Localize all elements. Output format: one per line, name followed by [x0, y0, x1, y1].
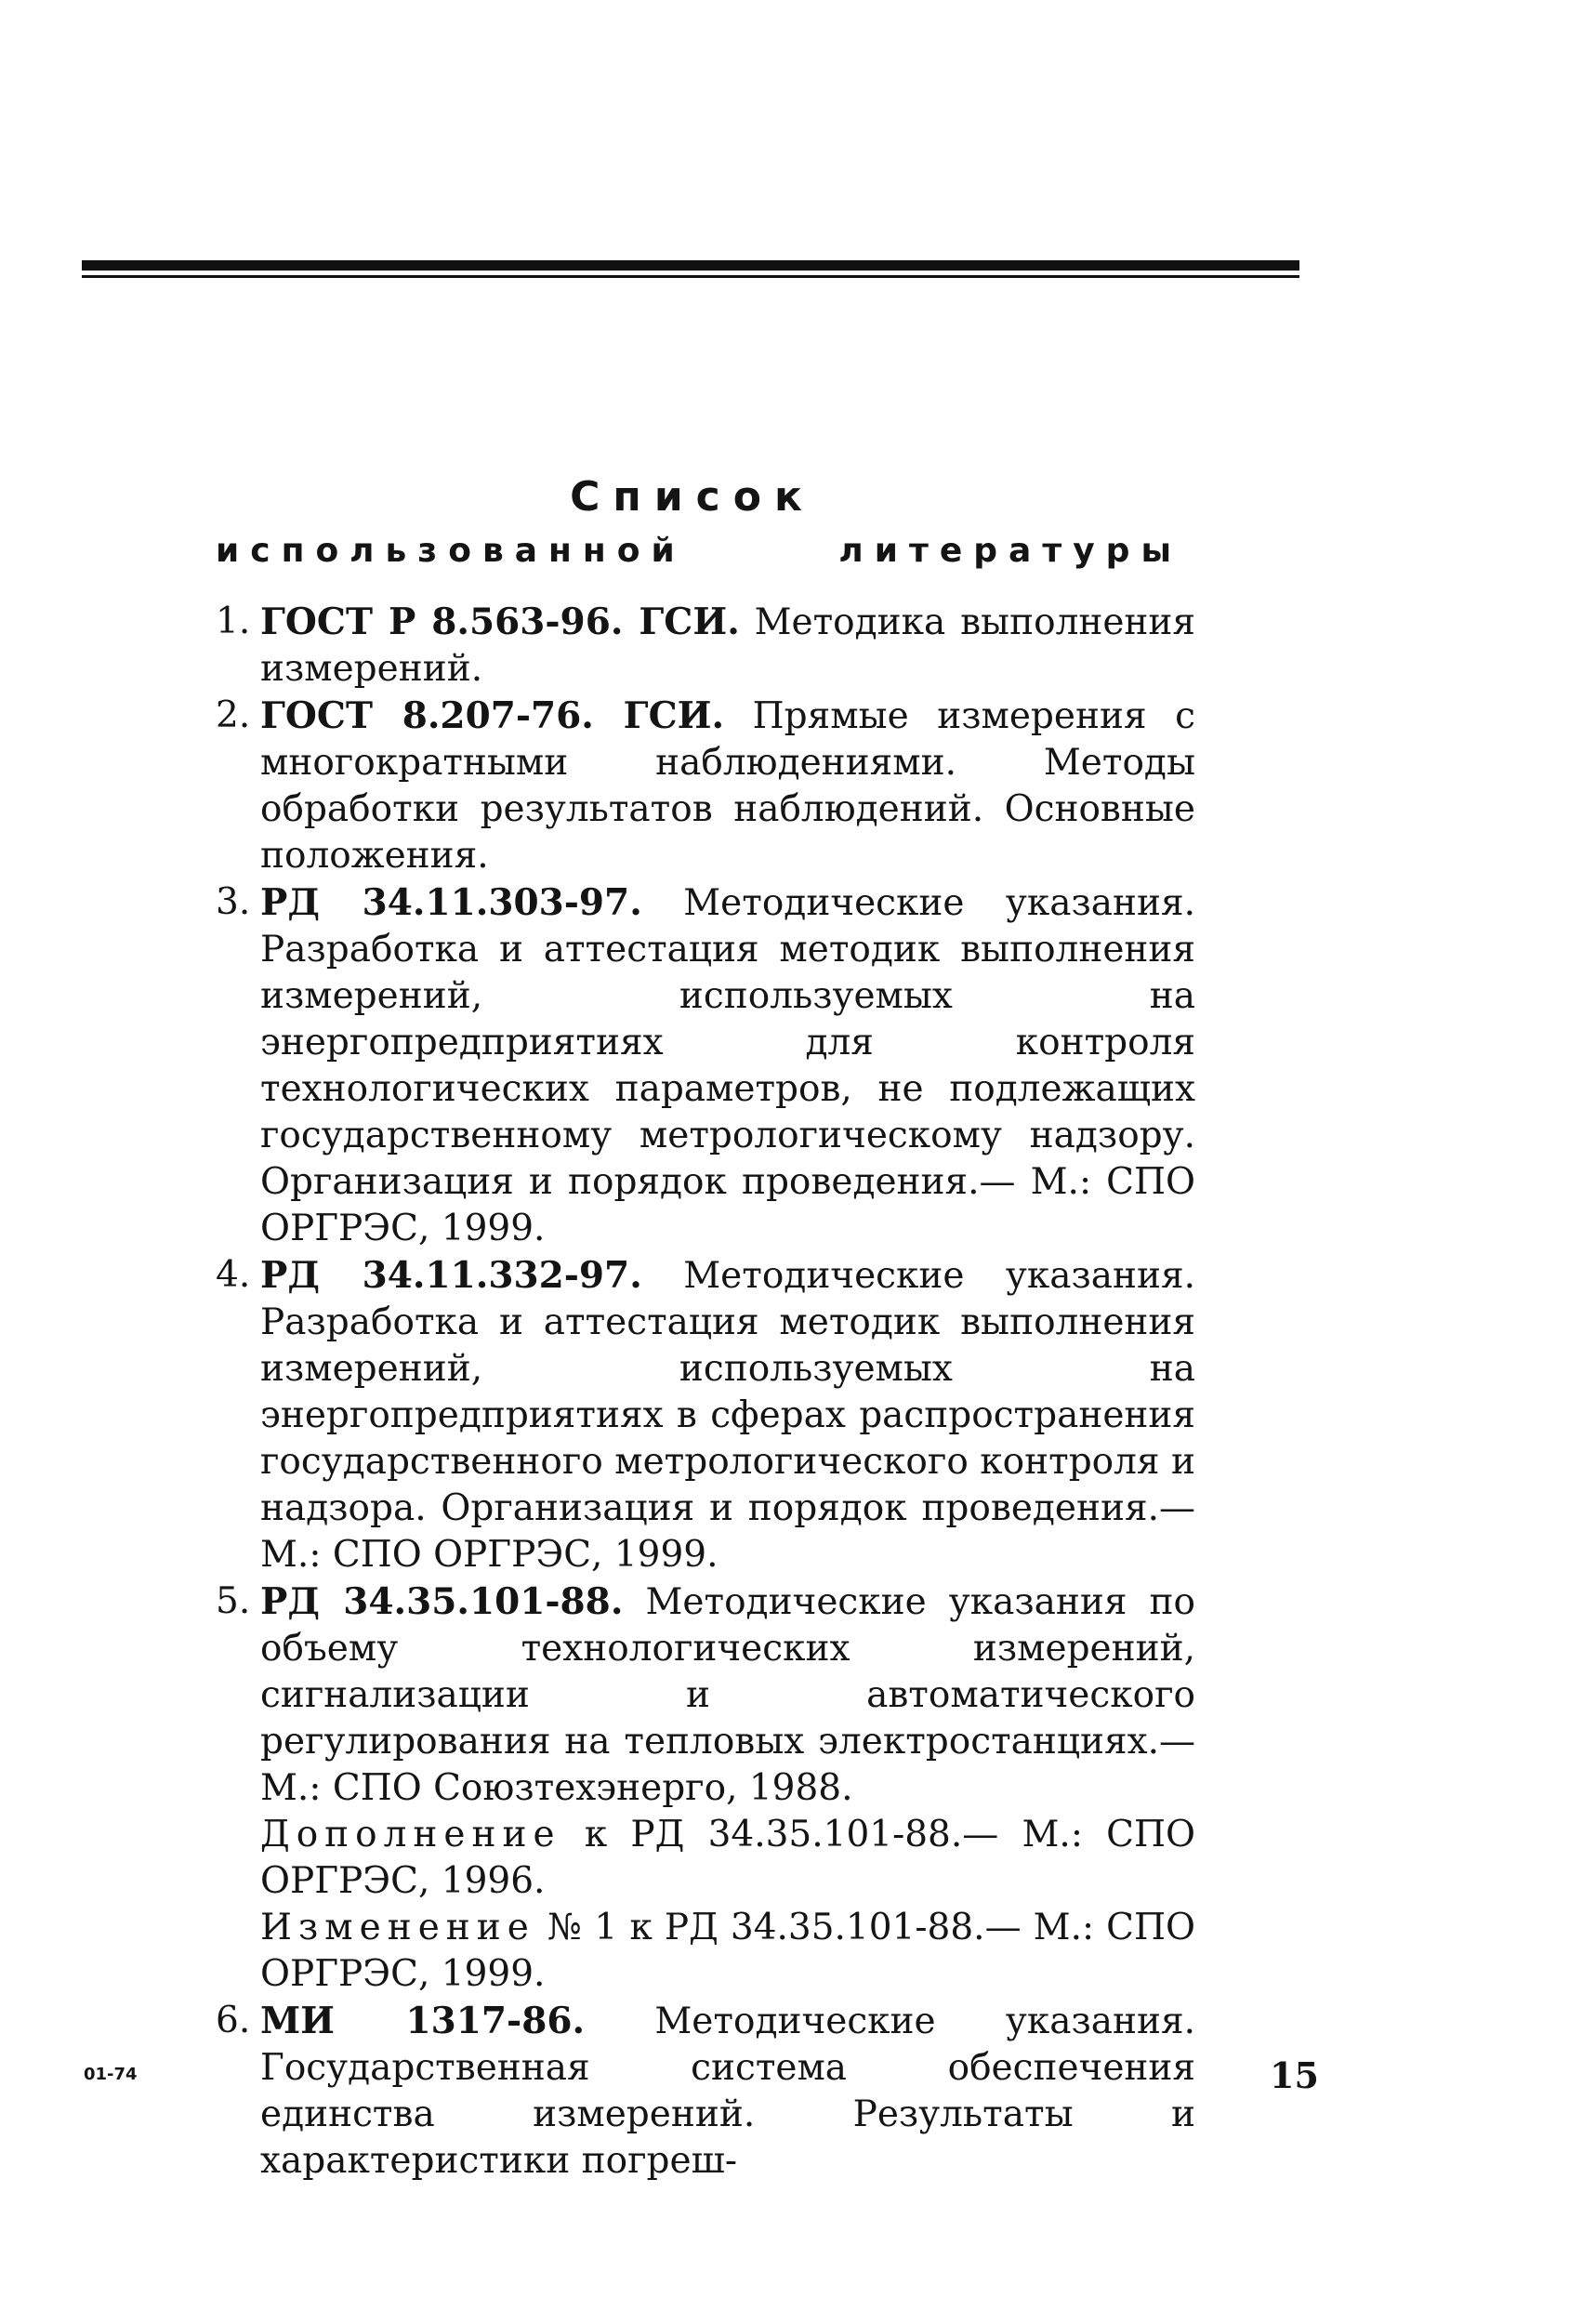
reference-number: 4.: [216, 1254, 251, 1296]
reference-code: РД 34.11.303-97.: [260, 881, 642, 924]
reference-code: МИ 1317-86.: [260, 2000, 586, 2042]
amendment-label: Изменение: [260, 1907, 535, 1948]
reference-code: ГОСТ 8.207-76. ГСИ.: [260, 694, 725, 737]
reference-text: Прямые измерения с многократными наблюдениями. Методы обработки результатов наблюдений. Основные положения.: [260, 695, 1195, 877]
subtitle-word-2: литературы: [838, 532, 1182, 570]
page-number: 15: [1270, 2054, 1319, 2096]
reference-supplement: [260, 1812, 1195, 1905]
amendment-text: № 1 к РД 34.35.101-88.— М.: СПО ОРГРЭС, 1999.: [260, 1907, 1195, 1995]
reference-code: ГОСТ Р 8.563-96. ГСИ.: [260, 601, 740, 643]
reference-text: Методические указания. Разработка и аттестация методик выполнения измерений, используемых на энергопредприятиях в сферах распространения государственного метрологического контроля и надзора. Организация и порядок проведения.— М.: СПО ОРГРЭС, 1999.: [260, 1255, 1195, 1576]
reference-code: РД 34.35.101-88.: [260, 1580, 624, 1623]
reference-number: 5.: [216, 1580, 251, 1622]
section-title: Список: [570, 473, 815, 521]
reference-number: 3.: [216, 881, 251, 923]
reference-item: [216, 693, 1195, 879]
reference-item: [216, 879, 1195, 1252]
reference-item: [216, 1252, 1195, 1578]
header-rule-thin: [82, 275, 1299, 278]
reference-text: Методические указания. Разработка и аттестация методик выполнения измерений, используемых на энергопредприятиях для контроля технологических параметров, не подлежащих государственному метрологическому надзору. Организация и порядок проведения.— М.: СПО ОРГРЭС, 1999.: [260, 882, 1195, 1249]
reference-item: [216, 1998, 1195, 2185]
reference-text: Методика выполнения измерений.: [260, 601, 1196, 690]
reference-number: 2.: [216, 694, 251, 736]
reference-text: Методические указания по объему технологических измерений, сигнализации и автоматического регулирования на тепловых электростанциях.— М.: СПО Союзтехэнерго, 1988.: [260, 1581, 1196, 1809]
supplement-text: к РД 34.35.101-88.— М.: СПО ОРГРЭС, 1996.: [260, 1814, 1196, 1902]
footer-code: 01-74: [84, 2065, 138, 2084]
supplement-label: Дополнение: [260, 1814, 561, 1855]
reference-code: РД 34.11.332-97.: [260, 1254, 642, 1297]
reference-amendment: [260, 1905, 1195, 1998]
subtitle-word-1: использованной: [216, 532, 686, 570]
reference-number: 1.: [216, 601, 251, 642]
section-subtitle: [216, 527, 1182, 575]
reference-text: Методические указания. Государственная система обеспечения единства измерений. Результаты и характеристики погреш-: [260, 2000, 1195, 2182]
reference-item: [216, 599, 1195, 693]
reference-number: 6.: [216, 2000, 251, 2041]
reference-list: [216, 599, 1195, 2185]
reference-item: [216, 1578, 1195, 1998]
header-rule-thick: [82, 260, 1299, 271]
